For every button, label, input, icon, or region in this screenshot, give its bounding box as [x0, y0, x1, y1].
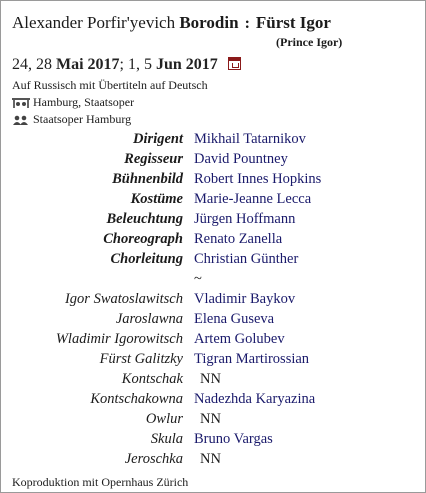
staff-name[interactable]: Mikhail Tatarnikov — [194, 131, 306, 147]
cast-row — [1, 431, 426, 451]
cast-name: NN — [200, 451, 221, 467]
cast-row — [1, 331, 426, 351]
coproduction-note: Koproduktion mit Opernhaus Zürich — [12, 475, 189, 489]
staff-role: Chorleitung — [110, 251, 183, 267]
staff-row — [1, 171, 426, 191]
cast-role: Kontschak — [121, 371, 183, 387]
cast-name: NN — [200, 371, 221, 387]
work-subtitle: (Prince Igor) — [276, 35, 343, 49]
theater-icon — [12, 98, 30, 108]
language-note: Auf Russisch mit Übertiteln auf Deutsch — [12, 78, 208, 92]
dates-part2: ; 1, 5 — [119, 56, 152, 73]
cast-name[interactable]: Tigran Martirossian — [194, 351, 310, 367]
cast-name[interactable]: Artem Golubev — [194, 331, 285, 347]
cast-row — [1, 451, 426, 471]
cast-row — [1, 411, 426, 431]
dates-month1: Mai 2017 — [56, 56, 120, 73]
title-separator: : — [244, 15, 250, 32]
staff-role: Kostüme — [130, 191, 183, 207]
cast-row — [1, 351, 426, 371]
staff-name[interactable]: Christian Günther — [194, 251, 299, 267]
cast-role: Fürst Galitzky — [99, 351, 183, 367]
performance-dates — [12, 56, 241, 74]
cast-role: Owlur — [145, 411, 183, 427]
cast-name[interactable]: Nadezhda Karyazina — [194, 391, 316, 407]
ensemble-row — [12, 112, 131, 127]
staff-role: Choreograph — [103, 231, 183, 247]
cast-divider: ~ — [194, 271, 202, 287]
cast-name[interactable]: Vladimir Baykov — [194, 291, 296, 307]
cast-role: Wladimir Igorowitsch — [55, 331, 183, 347]
staff-name[interactable]: Robert Innes Hopkins — [194, 171, 322, 187]
staff-row — [1, 231, 426, 251]
staff-name[interactable]: Renato Zanella — [194, 231, 283, 247]
cast-name[interactable]: Elena Guseva — [194, 311, 275, 327]
staff-row — [1, 251, 426, 271]
staff-row — [1, 211, 426, 231]
staff-row — [1, 191, 426, 211]
staff-role: Bühnenbild — [112, 171, 183, 187]
ensemble-label[interactable]: Staatsoper Hamburg — [33, 112, 132, 126]
cast-row — [1, 311, 426, 331]
dates-month2: Jun 2017 — [156, 56, 218, 73]
staff-name[interactable]: Jürgen Hoffmann — [194, 211, 296, 227]
cast-row — [1, 291, 426, 311]
cast-role: Igor Swatoslawitsch — [64, 291, 183, 307]
cast-role: Kontschakowna — [90, 391, 183, 407]
calendar-icon[interactable] — [228, 57, 241, 70]
staff-row — [1, 131, 426, 151]
cast-name[interactable]: Bruno Vargas — [194, 431, 273, 447]
cast-name: NN — [200, 411, 221, 427]
venue-label[interactable]: Hamburg, Staatsoper — [33, 95, 135, 109]
work-title[interactable]: Fürst Igor — [255, 13, 331, 32]
cast-role: Skula — [150, 431, 183, 447]
venue-row — [12, 95, 134, 110]
staff-role: Regisseur — [124, 151, 183, 167]
cast-row — [1, 371, 426, 391]
cast-role: Jeroschka — [124, 451, 183, 467]
staff-role: Dirigent — [133, 131, 183, 147]
staff-row — [1, 151, 426, 171]
dates-part1: 24, 28 — [12, 56, 52, 73]
cast-role: Jaroslawna — [115, 311, 183, 327]
staff-name[interactable]: Marie-Jeanne Lecca — [194, 191, 312, 207]
staff-role: Beleuchtung — [106, 211, 183, 227]
people-icon — [12, 115, 30, 125]
staff-name[interactable]: David Pountney — [194, 151, 288, 167]
cast-row — [1, 391, 426, 411]
composer-name[interactable]: Alexander Porfir'yevich Borodin — [12, 13, 239, 32]
title-line — [12, 13, 422, 33]
